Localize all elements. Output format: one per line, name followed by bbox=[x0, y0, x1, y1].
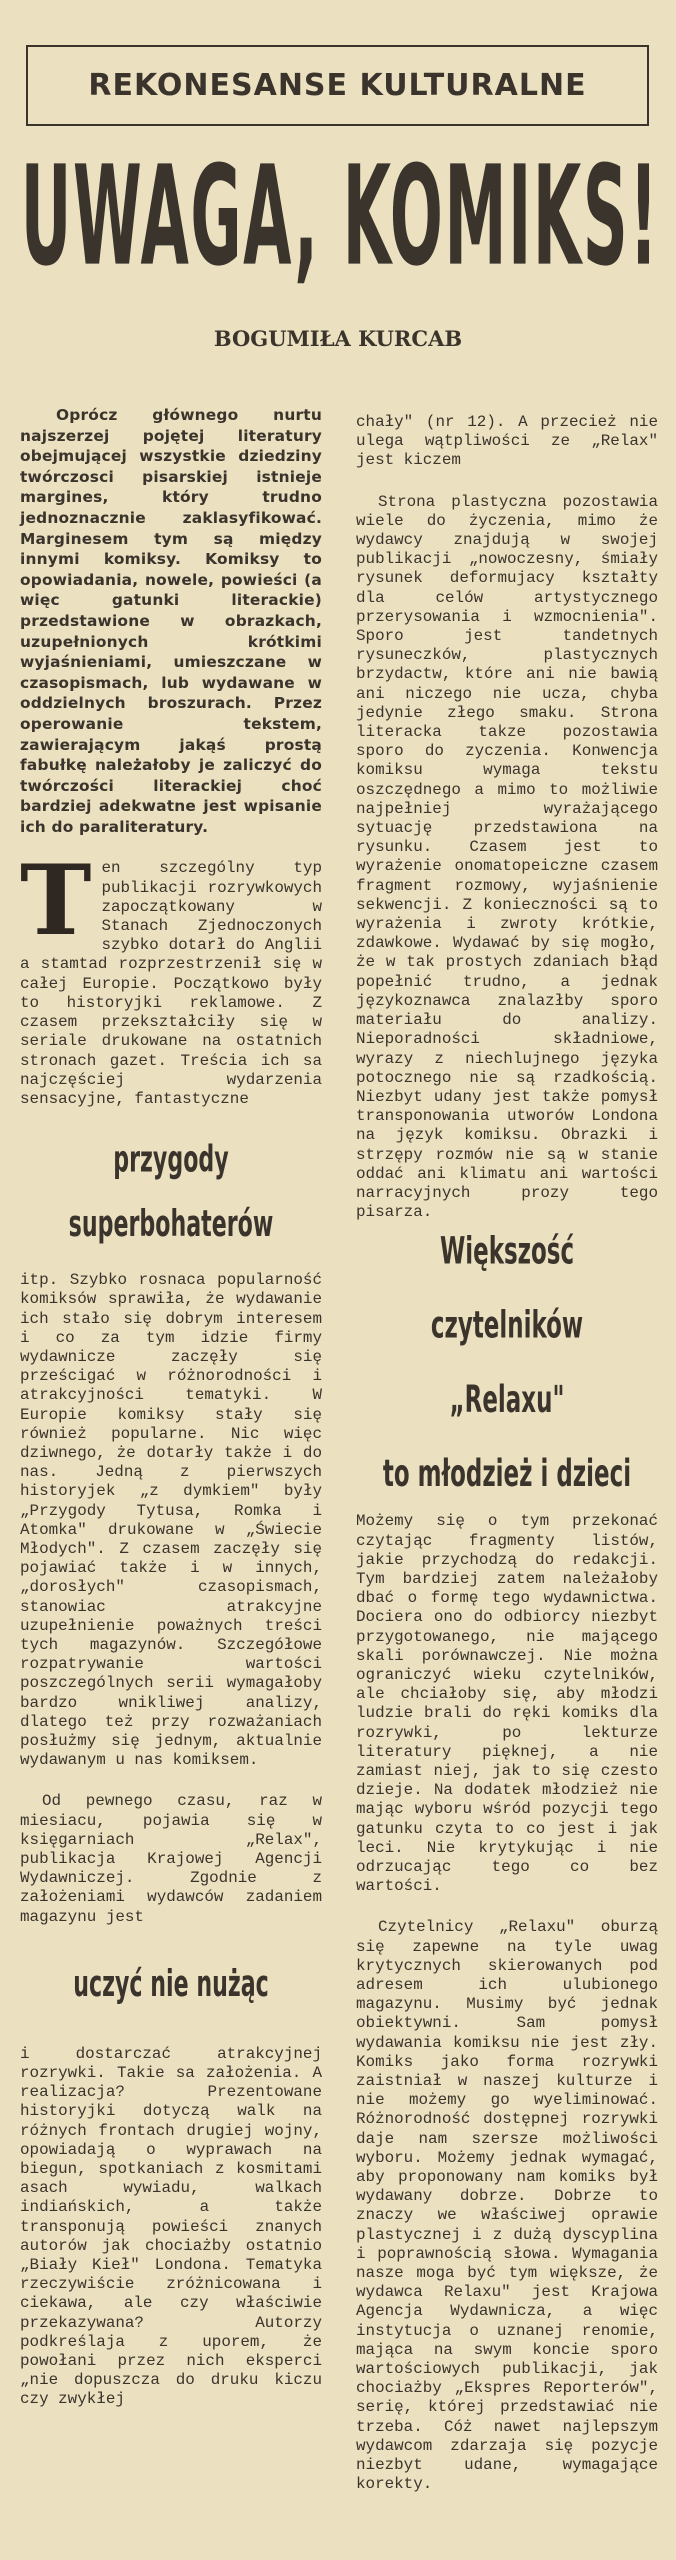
paragraph-gap bbox=[356, 471, 658, 493]
paragraph-gap bbox=[20, 1770, 322, 1792]
body-paragraph-6: Strona plastyczna pozostawia wiele do życzenia, mimo że wydawcy znajdują w swojej publikacji „nowoczesny, śmiały rysunek deformujacy kształty dla celów artystycznego przerysowania i wzmocnienia". Sporo jest tandetnych rysuneczków, plastycznych brzydactw, które ani nie bawią ani niczego nie ucza, chyba jedynie złego smaku. Strona literacka takze pozostawia sporo do zyczenia. Konwencja komiksu wymaga tekstu oszczędnego a mimo to możliwie najpełniej wyrażającego sytuację przedstawiona na rysunku. Czasem jest to wyrażenie onomatopeiczne czasem fragment rozmowy, wyjaśnienie sekwencji. Z konieczności są to wyrażenia i zwroty krótkie, zdawkowe. Wydawać by się mogło, że w tak prostych zdaniach błąd popełnić trudno, a jednak językoznawca znalazłby sporo materiału do analizy. Nieporadności składniowe, wyrazy z niechlujnego języka potocznego nie są rzadkością. Niezbyt udany jest także pomysł transponowania utworów Londona na język komiksu. Obrazki i strzępy rozmów nie są w stanie oddać ani klimatu ani wartości narracyjnych prozy tego pisarza. bbox=[356, 492, 658, 1222]
right-column bbox=[356, 413, 658, 2494]
body-opening bbox=[20, 844, 322, 1109]
subheading-wiekszosc bbox=[375, 1214, 639, 1511]
body-paragraph-3: Od pewnego czasu, raz w miesiacu, pojawia się w księgarniach „Relax", publikacja Krajowej Agencji Wydawniczej. Zgodnie z założeniami wydawców zadaniem magazynu jest bbox=[20, 1792, 322, 1926]
left-column bbox=[20, 405, 322, 2410]
drop-cap: T bbox=[20, 844, 92, 958]
subheading-line-1: Większość czytelników bbox=[430, 1228, 584, 1348]
subheading-przygody: przygody superbohaterów bbox=[68, 1139, 274, 1246]
lead-paragraph: Oprócz głównego nurtu najszerzej pojętej literatury obejmującej wszystkie dziedziny twórczosci pisarskiej istnieje margines, który trudno jednoznacznie zaklasyfikować. Marginesem tym są między innymi komiksy. Komiksy to opowiadania, nowele, powieści (a więc gatunki literackie) przedstawione w obrazkach, uzupełnionych krótkimi wyjaśnieniami, umieszczane w czasopismach, lub wydawane w oddzielnych broszurach. Przez operowanie tekstem, zawierającym jakąś prostą fabułkę należałoby je zaliczyć do twórczości literackiej choć bardziej adekwatne jest wpisanie ich do paraliteratury. bbox=[20, 406, 322, 836]
body-paragraph-1: en szczególny typ publikacji rozrywkowych zapoczątkowany w Stanach Zjednoczonych szybko dotarł do Anglii a stamtad rozprzestrzenił się w całej Europie. Początkowo były to historyjki reklamowe. Z czasem przekształciły się w seriale drukowane na ostatnich stronach gazet. Treścia ich sa najczęściej wydarzenia sensacyjne, fantastyczne bbox=[20, 859, 322, 1108]
body-paragraph-7: Możemy się o tym przekonać czytając fragmenty listów, jakie przychodzą do redakcji. Tym bardziej zatem należałoby dbać o formę tego wydawnictwa. Dociera ono do odbiorcy niezbyt przygotowanego, nie mającego skali porównawczej. Nie można ograniczyć wieku czytelników, ale chciałoby się, aby młodzi ludzie brali do ręki komiks dla rozrywki, po lekturze literatury pięknej, a nie zamiast niej, jak to się czesto dzieje. Na dodatek młodzież nie mając wyboru wśród pozycji tego gatunku czyta to co jest i jak leci. Nie krytykując i nie odrzucając tego co bez wartości. bbox=[356, 1512, 658, 1896]
body-paragraph-8: Czytelnicy „Relaxu" oburzą się zapewne na tyle uwag krytycznych skierowanych pod adresem ich ulubionego magazynu. Musimy być jednak obiektywni. Sam pomysł wydawania komiksu nie jest zły. Komiks jako forma rozrywki zaistniał w naszej kulturze i nie możemy go wyeliminować. Różnorodność dostępnej rozrywki daje nam szersze możliwości wyboru. Możemy jednak wymagać, aby proponowany nam komiks był wydawany dobrze. Dobrze to znaczy we właściwej oprawie plastycznej i z dużą dyscyplina i poprawnością słowa. Wymagania nasze moga być tym większe, że wydawca Relaxu" jest Krajowa Agencja Wydawnicza, a więc instytucja o uznanej renomie, mająca na swym koncie sporo wartościowych publikacji, jak chociażby „Ekspres Reporterów", serię, której przedstawiać nie trzeba. Cóż nawet najlepszym wydawcom zdarzaja się pozycje niezbyt udane, wymagające korekty. bbox=[356, 1918, 658, 2494]
section-label: REKONESANSE KULTURALNE bbox=[88, 68, 587, 103]
body-paragraph-5: chały" (nr 12). A przecież nie ulega wątpliwości ze „Relax" jest kiczem bbox=[356, 413, 658, 470]
subheading-line-2: „Relaxu" bbox=[449, 1377, 565, 1422]
author-byline: BOGUMIŁA KURCAB bbox=[213, 326, 463, 351]
paragraph-gap bbox=[356, 1896, 658, 1918]
article-headline: UWAGA, KOMIKS! bbox=[20, 136, 660, 297]
subheading-uczyc: uczyć nie nużąc bbox=[73, 1963, 269, 2006]
body-paragraph-4: i dostarczać atrakcyjnej rozrywki. Takie sa założenia. A realizacja? Prezentowane historyjki dotyczą walk na różnych frontach drugiej wojny, opowiadają o wyprawach na biegun, spotkaniach z kosmitami asach wywiadu, walkach indiańskich, a także transponują powieści znanych autorów jak chociażby ostatnio „Biały Kieł" Londona. Tematyka rzeczywiście zróżnicowana i ciekawa, ale czy właściwie przekazywana? Autorzy podkreślaja z uporem, że powołani przez nich eksperci „nie dopuszcza do druku kiczu czy zwykłej bbox=[20, 2044, 322, 2409]
subheading-line-3: to młodzież i dzieci bbox=[382, 1451, 632, 1496]
body-paragraph-2: itp. Szybko rosnaca popularność komiksów sprawiła, że wydawanie ich stało się dobrym interesem i co za tym idzie firmy wydawnicze zaczęły się prześcigać w różnorodności i atrakcyjności tematyki. W Europie komiksy stały się również popularne. Nic więc dziwnego, że dotarły także i do nas. Jedną z pierwszych historyjek „z dymkiem" były „Przygody Tytusa, Romka i Atomka" drukowane w „Świecie Młodych". Z czasem zaczęły się pojawiać także i w innych, „dorosłych" czasopismach, stanowiac atrakcyjne uzupełnienie poważnych treści tych magazynów. Szczegółowe rozpatrywanie wartości poszczególnych serii wymagałoby bardzo wnikliwej analizy, dlatego też przy rozważaniach posłużmy się jednym, aktualnie wydawanym u nas komiksem. bbox=[20, 1271, 322, 1770]
